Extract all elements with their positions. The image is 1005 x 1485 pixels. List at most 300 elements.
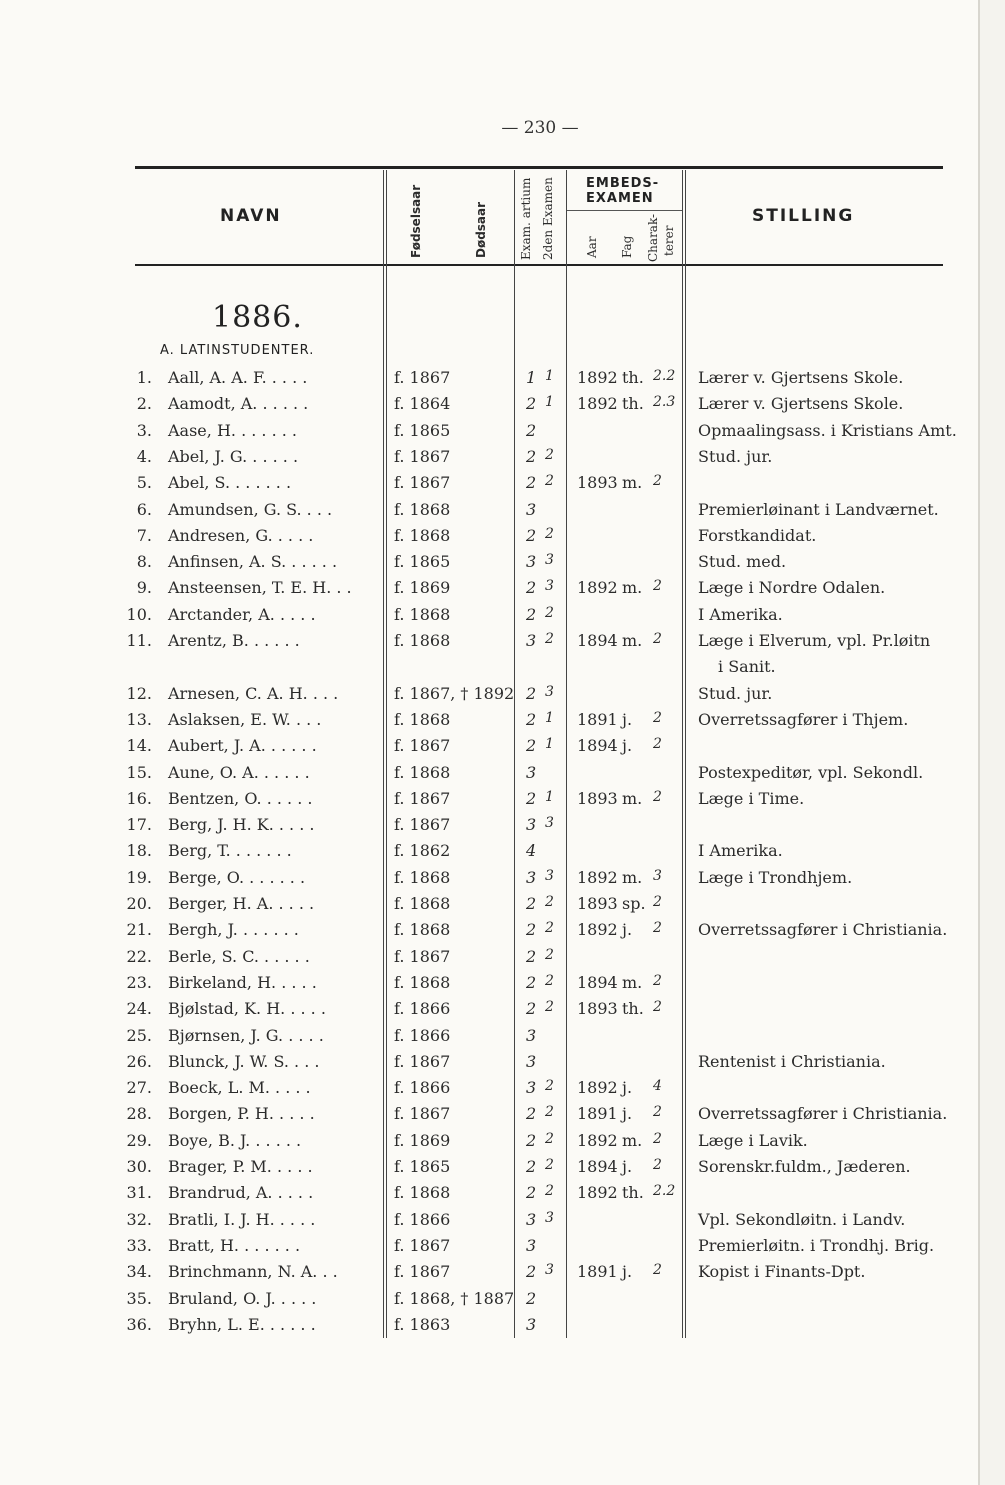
row-exam-2den: 2 <box>545 1078 554 1095</box>
row-name: Aubert, J. A. . . . . . <box>168 736 317 756</box>
row-exam-artium: 2 <box>526 709 537 729</box>
row-birth: f. 1867 <box>394 788 451 808</box>
row-name: Brager, P. M. . . . . <box>168 1157 313 1176</box>
row-stilling: Stud. jur. <box>698 446 773 466</box>
row-exam-artium: 2 <box>526 1288 537 1308</box>
row-birth: f. 1869 <box>394 578 451 598</box>
row-exam-2den: 1 <box>545 394 554 411</box>
header-exam-2den: 2den Examen <box>541 177 555 260</box>
row-embeds-aar: 1892 <box>577 394 618 414</box>
row-embeds-aar: 1892 <box>577 578 618 598</box>
table-row <box>0 1052 978 1078</box>
row-exam-artium: 2 <box>526 920 537 940</box>
row-birth: f. 1866 <box>394 1209 451 1229</box>
row-embeds-fag: th. <box>622 394 644 414</box>
row-number: 12. <box>126 683 152 703</box>
row-exam-artium: 3 <box>526 1051 537 1071</box>
table-row <box>0 552 978 578</box>
table-row <box>0 631 978 676</box>
row-birth: f. 1862 <box>394 841 451 861</box>
row-exam-artium: 2 <box>526 683 537 703</box>
table-row <box>0 1236 978 1262</box>
row-number: 32. <box>126 1209 152 1229</box>
row-exam-artium: 2 <box>526 394 537 414</box>
row-birth: f. 1868 <box>394 762 451 782</box>
table-row <box>0 578 978 604</box>
row-exam-artium: 2 <box>526 525 537 545</box>
row-embeds-char: 2 <box>653 894 662 910</box>
row-number: 30. <box>126 1157 152 1176</box>
row-stilling: Kopist i Finants-Dpt. <box>698 1262 866 1282</box>
row-embeds-aar: 1891 <box>577 1262 618 1282</box>
table-row <box>0 1262 978 1288</box>
row-stilling: Overretssagfører i Thjem. <box>698 709 909 729</box>
row-number: 35. <box>126 1288 152 1308</box>
row-exam-2den: 2 <box>545 525 554 542</box>
row-exam-artium: 3 <box>526 552 537 572</box>
row-exam-2den: 2 <box>545 631 554 647</box>
header-exam-artium: Exam. artium <box>519 177 533 260</box>
row-birth: f. 1869 <box>394 1130 451 1150</box>
row-exam-artium: 3 <box>526 1078 537 1098</box>
row-embeds-char: 2 <box>653 473 662 490</box>
row-exam-artium: 3 <box>526 1235 537 1255</box>
row-birth: f. 1868 <box>394 525 451 545</box>
row-exam-2den: 2 <box>545 1157 554 1173</box>
header-aar: Aar <box>585 236 599 258</box>
row-exam-2den: 2 <box>545 972 554 989</box>
row-number: 28. <box>126 1104 152 1124</box>
row-number: 25. <box>126 1025 152 1045</box>
row-number: 23. <box>126 972 152 992</box>
row-stilling: Læge i Trondhjem. <box>698 867 853 887</box>
row-embeds-char: 2 <box>653 1262 662 1279</box>
row-name: Blunck, J. W. S. . . . <box>168 1051 320 1071</box>
row-exam-artium: 3 <box>526 762 537 782</box>
row-name: Berger, H. A. . . . . <box>168 894 315 913</box>
row-number: 14. <box>126 736 152 756</box>
row-exam-artium: 2 <box>526 473 537 493</box>
row-exam-2den: 2 <box>545 446 554 463</box>
table-row <box>0 947 978 973</box>
row-birth: f. 1864 <box>394 394 451 414</box>
table-row <box>0 1131 978 1157</box>
row-exam-artium: 3 <box>526 499 537 519</box>
row-stilling: Læge i Lavik. <box>698 1130 808 1150</box>
row-exam-artium: 2 <box>526 604 537 624</box>
row-embeds-aar: 1891 <box>577 709 618 729</box>
table-row <box>0 605 978 631</box>
row-exam-2den: 3 <box>545 1262 554 1279</box>
row-exam-2den: 2 <box>545 1183 554 1200</box>
row-exam-artium: 4 <box>526 841 537 861</box>
row-stilling: Overretssagfører i Christiania. <box>698 920 948 940</box>
table-row <box>0 421 978 447</box>
table-row <box>0 684 978 710</box>
row-number: 3. <box>136 420 152 440</box>
row-exam-2den: 3 <box>545 867 554 884</box>
row-stilling: I Amerika. <box>698 604 783 624</box>
row-embeds-aar: 1894 <box>577 736 618 756</box>
row-stilling: Rentenist i Christiania. <box>698 1051 886 1071</box>
row-embeds-char: 2.2 <box>653 1183 676 1200</box>
row-exam-artium: 2 <box>526 1130 537 1150</box>
table-row <box>0 763 978 789</box>
header-embedsexamen-2: EXAMEN <box>586 191 654 206</box>
year-title: 1886. <box>212 300 303 335</box>
row-number: 15. <box>126 762 152 782</box>
table-row <box>0 526 978 552</box>
row-exam-2den: 3 <box>545 552 554 569</box>
row-stilling-continuation: i Sanit. <box>718 657 776 676</box>
row-number: 21. <box>126 920 152 940</box>
row-number: 26. <box>126 1051 152 1071</box>
row-exam-2den: 2 <box>545 946 554 963</box>
row-embeds-aar: 1893 <box>577 999 618 1019</box>
row-birth: f. 1867 <box>394 473 451 493</box>
row-number: 27. <box>126 1078 152 1098</box>
row-embeds-char: 2 <box>653 736 662 753</box>
row-embeds-fag: th. <box>622 1183 644 1203</box>
row-embeds-aar: 1894 <box>577 631 618 650</box>
row-embeds-fag: j. <box>622 1157 633 1176</box>
row-name: Berg, T. . . . . . . <box>168 841 292 861</box>
table-row <box>0 815 978 841</box>
table-row <box>0 394 978 420</box>
row-exam-artium: 3 <box>526 1314 537 1334</box>
row-exam-artium: 2 <box>526 999 537 1019</box>
table-row <box>0 500 978 526</box>
row-birth: f. 1865 <box>394 420 451 440</box>
row-embeds-fag: j. <box>622 1078 633 1098</box>
row-embeds-char: 2 <box>653 920 662 937</box>
table-row <box>0 447 978 473</box>
row-embeds-char: 2 <box>653 1157 662 1173</box>
row-embeds-char: 2 <box>653 788 662 805</box>
table-row <box>0 1315 978 1341</box>
row-embeds-char: 3 <box>653 867 662 884</box>
row-birth: f. 1868 <box>394 972 451 992</box>
row-stilling: Vpl. Sekondløitn. i Landv. <box>698 1209 906 1229</box>
row-number: 34. <box>126 1262 152 1282</box>
table-row <box>0 999 978 1025</box>
row-stilling: Overretssagfører i Christiania. <box>698 1104 948 1124</box>
row-birth: f. 1866 <box>394 1025 451 1045</box>
row-birth: f. 1866 <box>394 1078 451 1098</box>
header-embedsexamen-1: EMBEDS- <box>586 176 660 191</box>
row-name: Ansteensen, T. E. H. . . <box>168 578 352 598</box>
row-exam-artium: 3 <box>526 867 537 887</box>
row-exam-2den: 3 <box>545 1209 554 1226</box>
row-birth: f. 1868 <box>394 631 451 650</box>
table-row <box>0 1104 978 1130</box>
row-birth: f. 1867 <box>394 946 451 966</box>
row-stilling: I Amerika. <box>698 841 783 861</box>
row-exam-2den: 3 <box>545 815 554 832</box>
row-number: 10. <box>126 604 152 624</box>
row-embeds-aar: 1893 <box>577 894 618 913</box>
row-embeds-char: 2 <box>653 709 662 726</box>
row-number: 11. <box>126 631 152 650</box>
row-embeds-fag: m. <box>622 578 643 598</box>
row-birth: f. 1866 <box>394 999 451 1019</box>
row-exam-2den: 2 <box>545 920 554 937</box>
row-exam-artium: 2 <box>526 894 537 913</box>
row-stilling: Læge i Nordre Odalen. <box>698 578 886 598</box>
row-number: 2. <box>136 394 152 414</box>
header-top-rule <box>135 166 943 169</box>
row-birth: f. 1867 <box>394 1104 451 1124</box>
row-name: Aall, A. A. F. . . . . <box>168 368 308 387</box>
row-embeds-aar: 1892 <box>577 368 618 387</box>
row-stilling: Lærer v. Gjertsens Skole. <box>698 394 904 414</box>
header-navn: NAVN <box>220 206 282 226</box>
row-embeds-fag: m. <box>622 1130 643 1150</box>
row-embeds-aar: 1892 <box>577 1183 618 1203</box>
row-embeds-fag: th. <box>622 999 644 1019</box>
table-row <box>0 473 978 499</box>
row-stilling: Opmaalingsass. i Kristians Amt. <box>698 420 957 440</box>
row-embeds-fag: m. <box>622 867 643 887</box>
row-embeds-aar: 1893 <box>577 788 618 808</box>
row-name: Bruland, O. J. . . . . <box>168 1288 317 1308</box>
section-title: A. LATINSTUDENTER. <box>160 343 315 358</box>
header-charakterer-1: Charak- <box>646 213 660 262</box>
row-name: Arentz, B. . . . . . <box>168 631 300 650</box>
table-row <box>0 1157 978 1183</box>
row-embeds-fag: j. <box>622 1262 633 1282</box>
table-row <box>0 841 978 867</box>
row-birth: f. 1868 <box>394 1183 451 1203</box>
row-exam-artium: 2 <box>526 420 537 440</box>
row-embeds-aar: 1891 <box>577 1104 618 1124</box>
row-stilling: Stud. med. <box>698 552 787 572</box>
row-exam-2den: 3 <box>545 578 554 595</box>
row-birth: f. 1865 <box>394 1157 451 1176</box>
row-name: Bratt, H. . . . . . . <box>168 1235 301 1255</box>
row-embeds-char: 2 <box>653 999 662 1016</box>
row-name: Aune, O. A. . . . . . <box>168 762 310 782</box>
row-name: Bergh, J. . . . . . . <box>168 920 299 940</box>
row-name: Arctander, A. . . . . <box>168 604 316 624</box>
row-exam-artium: 2 <box>526 1183 537 1203</box>
row-stilling: Lærer v. Gjertsens Skole. <box>698 368 904 387</box>
row-birth: f. 1868 <box>394 709 451 729</box>
table-row <box>0 920 978 946</box>
row-embeds-fag: m. <box>622 788 643 808</box>
row-name: Boeck, L. M. . . . . <box>168 1078 311 1098</box>
row-name: Amundsen, G. S. . . . <box>168 499 333 519</box>
table-row <box>0 868 978 894</box>
row-birth: f. 1868 <box>394 920 451 940</box>
row-embeds-char: 2.2 <box>653 368 676 384</box>
row-name: Boye, B. J. . . . . . <box>168 1130 302 1150</box>
row-number: 20. <box>126 894 152 913</box>
row-exam-artium: 2 <box>526 1104 537 1124</box>
row-number: 16. <box>126 788 152 808</box>
row-embeds-char: 2 <box>653 1130 662 1147</box>
row-name: Andresen, G. . . . . <box>168 525 314 545</box>
table-row <box>0 710 978 736</box>
row-number: 4. <box>136 446 152 466</box>
row-embeds-fag: th. <box>622 368 644 387</box>
row-exam-artium: 2 <box>526 972 537 992</box>
row-embeds-fag: j. <box>622 709 633 729</box>
table-row <box>0 1289 978 1315</box>
row-name: Brinchmann, N. A. . . <box>168 1262 338 1282</box>
row-exam-artium: 1 <box>526 368 537 387</box>
row-stilling: Sorenskr.fuldm., Jæderen. <box>698 1157 911 1176</box>
row-stilling: Premierløinant i Landværnet. <box>698 499 939 519</box>
header-fodselsaar: Fødselsaar <box>409 184 423 258</box>
row-name: Bentzen, O. . . . . . <box>168 788 313 808</box>
row-embeds-aar: 1892 <box>577 867 618 887</box>
row-exam-2den: 1 <box>545 368 554 384</box>
row-stilling: Stud. jur. <box>698 683 773 703</box>
row-embeds-fag: sp. <box>622 894 646 913</box>
row-exam-2den: 2 <box>545 1130 554 1147</box>
row-birth: f. 1868 <box>394 604 451 624</box>
row-birth: f. 1868 <box>394 894 451 913</box>
row-embeds-fag: m. <box>622 473 643 493</box>
row-number: 1. <box>136 368 152 387</box>
row-name: Aase, H. . . . . . . <box>168 420 298 440</box>
page-number: — 230 — <box>501 118 579 138</box>
row-exam-artium: 3 <box>526 631 537 650</box>
row-exam-artium: 2 <box>526 1157 537 1176</box>
row-birth: f. 1865 <box>394 552 451 572</box>
row-embeds-char: 2 <box>653 631 662 647</box>
row-birth: f. 1867 <box>394 446 451 466</box>
table-row <box>0 894 978 920</box>
row-number: 8. <box>136 552 152 572</box>
row-stilling: Læge i Elverum, vpl. Pr.løitn <box>698 631 931 650</box>
row-embeds-aar: 1892 <box>577 920 618 940</box>
row-embeds-char: 2 <box>653 972 662 989</box>
row-stilling: Postexpeditør, vpl. Sekondl. <box>698 762 924 782</box>
row-name: Abel, S. . . . . . . <box>168 473 292 493</box>
row-exam-artium: 2 <box>526 946 537 966</box>
header-stilling: STILLING <box>752 206 855 226</box>
row-birth: f. 1868 <box>394 867 451 887</box>
table-row <box>0 736 978 762</box>
table-row <box>0 368 978 394</box>
row-name: Brandrud, A. . . . . <box>168 1183 314 1203</box>
row-number: 33. <box>126 1235 152 1255</box>
row-number: 9. <box>136 578 152 598</box>
row-number: 19. <box>126 867 152 887</box>
row-birth: f. 1867 <box>394 1051 451 1071</box>
row-number: 5. <box>136 473 152 493</box>
table-row <box>0 973 978 999</box>
row-number: 31. <box>126 1183 152 1203</box>
row-embeds-char: 2.3 <box>653 394 676 411</box>
row-name: Berle, S. C. . . . . . <box>168 946 310 966</box>
row-exam-artium: 2 <box>526 736 537 756</box>
row-number: 13. <box>126 709 152 729</box>
table-row <box>0 789 978 815</box>
header-dodsaar: Dødsaar <box>474 201 488 258</box>
row-exam-2den: 2 <box>545 473 554 490</box>
row-embeds-aar: 1894 <box>577 1157 618 1176</box>
row-exam-2den: 2 <box>545 999 554 1016</box>
row-name: Arnesen, C. A. H. . . . <box>168 683 339 703</box>
row-number: 7. <box>136 525 152 545</box>
row-birth: f. 1868, † 1887 <box>394 1288 515 1308</box>
row-birth: f. 1867 <box>394 815 451 835</box>
row-number: 22. <box>126 946 152 966</box>
row-embeds-char: 4 <box>653 1078 662 1095</box>
row-exam-artium: 2 <box>526 788 537 808</box>
row-exam-2den: 1 <box>545 788 554 805</box>
row-name: Aslaksen, E. W. . . . <box>168 709 322 729</box>
row-exam-artium: 2 <box>526 446 537 466</box>
row-embeds-char: 2 <box>653 1104 662 1121</box>
row-name: Birkeland, H. . . . . <box>168 972 317 992</box>
row-name: Bjørnsen, J. G. . . . . <box>168 1025 324 1045</box>
row-embeds-fag: j. <box>622 1104 633 1124</box>
row-name: Aamodt, A. . . . . . <box>168 394 309 414</box>
embeds-divider-rule <box>566 210 682 211</box>
row-birth: f. 1867 <box>394 368 451 387</box>
row-birth: f. 1863 <box>394 1314 451 1334</box>
table-row <box>0 1026 978 1052</box>
row-embeds-fag: j. <box>622 920 633 940</box>
row-embeds-aar: 1893 <box>577 473 618 493</box>
row-exam-artium: 2 <box>526 1262 537 1282</box>
row-number: 29. <box>126 1130 152 1150</box>
row-exam-2den: 3 <box>545 683 554 700</box>
row-birth: f. 1867 <box>394 1262 451 1282</box>
row-birth: f. 1867, † 1892 <box>394 683 515 703</box>
row-birth: f. 1867 <box>394 736 451 756</box>
row-name: Bjølstad, K. H. . . . . <box>168 999 326 1019</box>
row-embeds-aar: 1892 <box>577 1130 618 1150</box>
row-stilling: Forstkandidat. <box>698 525 817 545</box>
row-name: Berge, O. . . . . . . <box>168 867 306 887</box>
row-exam-2den: 2 <box>545 604 554 621</box>
row-name: Bryhn, L. E. . . . . . <box>168 1314 316 1334</box>
row-exam-2den: 1 <box>545 709 554 726</box>
row-name: Berg, J. H. K. . . . . <box>168 815 315 835</box>
row-embeds-fag: j. <box>622 736 633 756</box>
row-name: Anfinsen, A. S. . . . . . <box>168 552 338 572</box>
row-embeds-aar: 1892 <box>577 1078 618 1098</box>
row-exam-artium: 3 <box>526 1025 537 1045</box>
row-birth: f. 1867 <box>394 1235 451 1255</box>
header-bottom-rule <box>135 264 943 266</box>
row-exam-2den: 2 <box>545 894 554 910</box>
row-number: 18. <box>126 841 152 861</box>
row-embeds-fag: m. <box>622 972 643 992</box>
row-name: Bratli, I. J. H. . . . . <box>168 1209 316 1229</box>
row-embeds-fag: m. <box>622 631 643 650</box>
row-number: 6. <box>136 499 152 519</box>
row-name: Abel, J. G. . . . . . <box>168 446 299 466</box>
row-exam-artium: 3 <box>526 1209 537 1229</box>
row-exam-2den: 2 <box>545 1104 554 1121</box>
row-exam-artium: 3 <box>526 815 537 835</box>
row-number: 24. <box>126 999 152 1019</box>
row-exam-artium: 2 <box>526 578 537 598</box>
row-number: 36. <box>126 1314 152 1334</box>
row-name: Borgen, P. H. . . . . <box>168 1104 315 1124</box>
row-stilling: Premierløitn. i Trondhj. Brig. <box>698 1235 935 1255</box>
row-exam-2den: 1 <box>545 736 554 753</box>
table-row <box>0 1078 978 1104</box>
row-embeds-aar: 1894 <box>577 972 618 992</box>
row-stilling: Læge i Time. <box>698 788 805 808</box>
